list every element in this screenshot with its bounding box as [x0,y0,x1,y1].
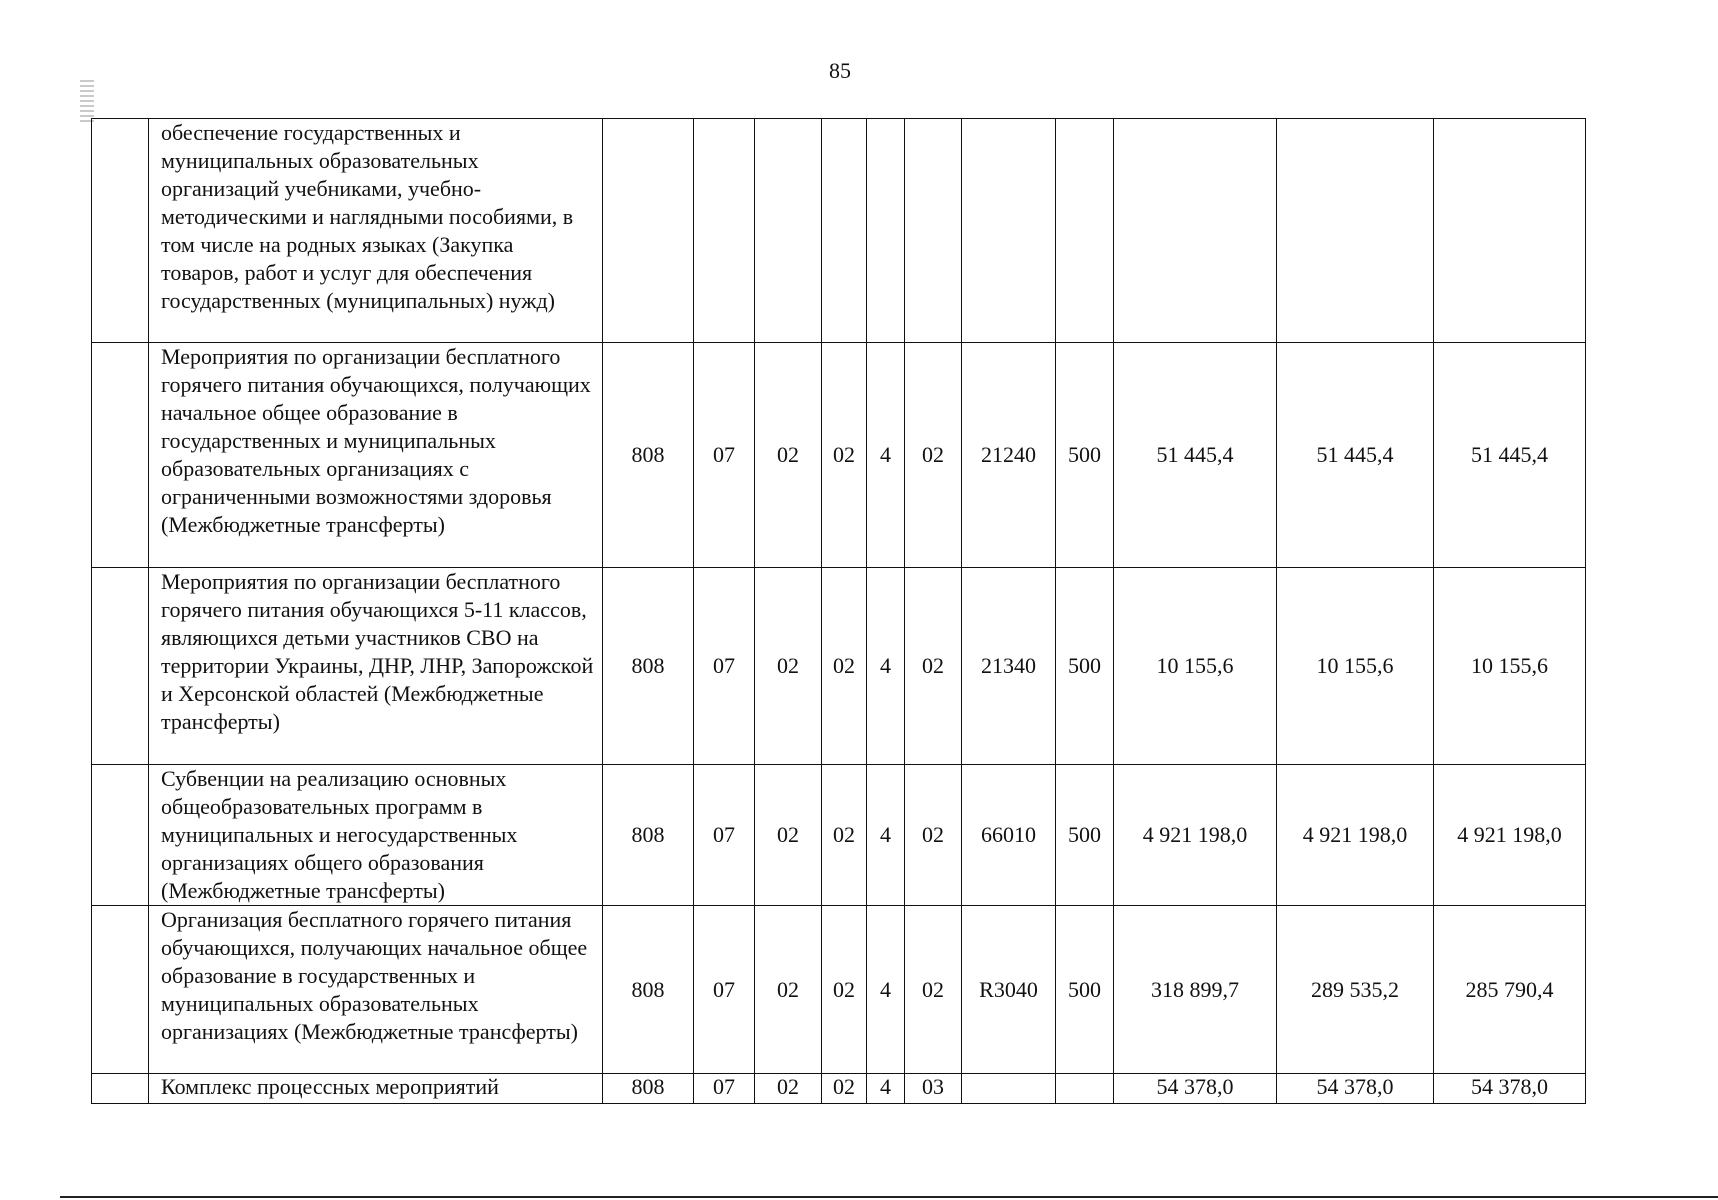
program-code-cell: 02 [822,343,867,568]
subsection-code-cell: 02 [755,1074,822,1104]
department-code-cell: 808 [603,765,694,906]
department-code-cell: 808 [603,343,694,568]
subprogram-code-cell: 4 [867,568,905,765]
section-code-cell: 07 [694,765,755,906]
subprogram-code-cell: 4 [867,343,905,568]
department-code-cell [603,119,694,343]
row-number-cell [92,906,149,1074]
item-name-cell: Организация бесплатного горячего питания обучающихся, получающих начальное общее образование в государственных и муниципальных образовательных организациях (Межбюджетные трансферты) [149,906,603,1074]
direction-code-cell: R3040 [962,906,1056,1074]
item-name-cell: Субвенции на реализацию основных общеобразовательных программ в муниципальных и негосударственных организациях общего образования (Межбюджетные трансферты) [149,765,603,906]
department-code-cell: 808 [603,1074,694,1104]
expense-type-cell: 500 [1056,765,1114,906]
section-code-cell: 07 [694,906,755,1074]
section-code-cell: 07 [694,568,755,765]
item-name-cell: Мероприятия по организации бесплатного горячего питания обучающихся, получающих начальное общее образование в государственных и муниципальных образовательных организациях с ограниченными возможностями здоровья (Межбюджетные трансферты) [149,343,603,568]
direction-code-cell: 21240 [962,343,1056,568]
row-number-cell [92,119,149,343]
activity-code-cell: 02 [905,906,962,1074]
amount-year3-cell [1434,119,1586,343]
amount-year1-cell [1114,119,1277,343]
activity-code-cell: 03 [905,1074,962,1104]
scan-artifact [80,80,94,122]
activity-code-cell: 02 [905,765,962,906]
table-row [92,765,1586,906]
expense-type-cell [1056,119,1114,343]
amount-year2-cell: 4 921 198,0 [1277,765,1434,906]
amount-year2-cell [1277,119,1434,343]
expense-type-cell [1056,1074,1114,1104]
subprogram-code-cell [867,119,905,343]
amount-year2-cell: 54 378,0 [1277,1074,1434,1104]
amount-year3-cell: 10 155,6 [1434,568,1586,765]
program-code-cell: 02 [822,765,867,906]
amount-year2-cell: 289 535,2 [1277,906,1434,1074]
amount-year1-cell: 54 378,0 [1114,1074,1277,1104]
subsection-code-cell: 02 [755,343,822,568]
direction-code-cell [962,119,1056,343]
amount-year3-cell: 51 445,4 [1434,343,1586,568]
subsection-code-cell [755,119,822,343]
page-number: 85 [829,58,851,83]
item-name-cell: Мероприятия по организации бесплатного горячего питания обучающихся 5-11 классов, являющихся детьми участников СВО на территории Украины, ДНР, ЛНР, Запорожской и Херсонской областей (Межбюджетные трансферты) [149,568,603,765]
section-code-cell: 07 [694,343,755,568]
item-name-cell: Комплекс процессных мероприятий [149,1074,603,1104]
row-number-cell [92,343,149,568]
amount-year3-cell: 54 378,0 [1434,1074,1586,1104]
expense-type-cell: 500 [1056,906,1114,1074]
program-code-cell [822,119,867,343]
activity-code-cell [905,119,962,343]
amount-year1-cell: 4 921 198,0 [1114,765,1277,906]
direction-code-cell: 21340 [962,568,1056,765]
table-row [92,568,1586,765]
amount-year1-cell: 10 155,6 [1114,568,1277,765]
subsection-code-cell: 02 [755,568,822,765]
row-number-cell [92,568,149,765]
amount-year1-cell: 51 445,4 [1114,343,1277,568]
table-row [92,119,1586,343]
section-code-cell [694,119,755,343]
subprogram-code-cell: 4 [867,906,905,1074]
program-code-cell: 02 [822,568,867,765]
budget-table [91,118,1586,1104]
subprogram-code-cell: 4 [867,765,905,906]
row-number-cell [92,765,149,906]
program-code-cell: 02 [822,906,867,1074]
direction-code-cell [962,1074,1056,1104]
table-row [92,1074,1586,1104]
expense-type-cell: 500 [1056,568,1114,765]
subsection-code-cell: 02 [755,765,822,906]
amount-year3-cell: 4 921 198,0 [1434,765,1586,906]
subsection-code-cell: 02 [755,906,822,1074]
amount-year2-cell: 51 445,4 [1277,343,1434,568]
table-row [92,343,1586,568]
scan-edge-line [60,1196,1718,1198]
activity-code-cell: 02 [905,568,962,765]
program-code-cell: 02 [822,1074,867,1104]
section-code-cell: 07 [694,1074,755,1104]
table-row [92,906,1586,1074]
item-name-cell: обеспечение государственных и муниципальных образовательных организаций учебниками, учебно-методическими и наглядными пособиями, в том числе на родных языках (Закупка товаров, работ и услуг для обеспечения государственных (муниципальных) нужд) [149,119,603,343]
amount-year2-cell: 10 155,6 [1277,568,1434,765]
department-code-cell: 808 [603,568,694,765]
row-number-cell [92,1074,149,1104]
department-code-cell: 808 [603,906,694,1074]
activity-code-cell: 02 [905,343,962,568]
expense-type-cell: 500 [1056,343,1114,568]
amount-year1-cell: 318 899,7 [1114,906,1277,1074]
subprogram-code-cell: 4 [867,1074,905,1104]
amount-year3-cell: 285 790,4 [1434,906,1586,1074]
direction-code-cell: 66010 [962,765,1056,906]
